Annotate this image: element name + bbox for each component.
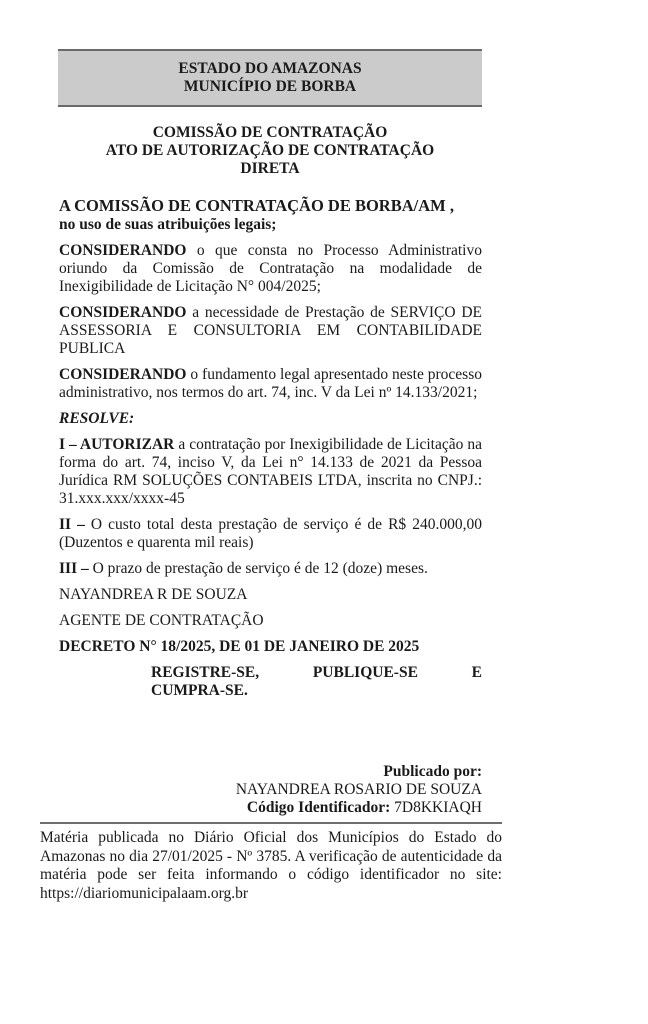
item-3 [59, 560, 482, 578]
item-text: O prazo de prestação de serviço é de 12 (doze) meses. [92, 560, 428, 577]
intro-line-1: A COMISSÃO DE CONTRATAÇÃO DE BORBA/AM , [59, 196, 454, 215]
identifier-code-label: Código Identificador: [246, 799, 391, 816]
item-2 [59, 516, 482, 552]
item-prefix: II – [59, 516, 91, 533]
publisher-name: NAYANDREA ROSARIO DE SOUZA [235, 781, 482, 798]
signer-role: AGENTE DE CONTRATAÇÃO [59, 612, 264, 629]
signer-name: NAYANDREA R DE SOUZA [59, 586, 248, 603]
title-line-3: DIRETA [240, 160, 300, 177]
considerando-text: o fundamento legal apresentado neste processo administrativo, nos termos do art. 74, inc. V da Lei nº 14.133/2021; [59, 366, 482, 401]
considerando-keyword: CONSIDERANDO [59, 366, 187, 383]
header-state: ESTADO DO AMAZONAS [178, 60, 362, 77]
title-line-2: ATO DE AUTORIZAÇÃO DE CONTRATAÇÃO [105, 142, 435, 159]
considerando-2 [59, 304, 482, 358]
document-header [58, 49, 482, 107]
footer-divider [40, 822, 502, 824]
considerando-text: o que consta no Processo Administrativo oriundo da Comissão de Contratação na modalidade de Inexigibilidade de Licitação N° 004/2025; [59, 242, 482, 295]
header-municipality: MUNICÍPIO DE BORBA [183, 78, 357, 95]
document-body [59, 197, 482, 700]
item-keyword: AUTORIZAR [79, 436, 175, 453]
closing-line-2: CUMPRA-SE. [151, 682, 248, 699]
document-title [58, 124, 482, 178]
closing-formula [151, 664, 482, 700]
considerando-keyword: CONSIDERANDO [59, 304, 187, 321]
identifier-code-value: 7D8KKIAQH [390, 799, 482, 816]
closing-line-1 [151, 664, 482, 682]
closing-publique: PUBLIQUE-SE [312, 664, 418, 681]
title-line-1: COMISSÃO DE CONTRATAÇÃO [152, 124, 388, 141]
published-by-label: Publicado por: [383, 763, 482, 780]
considerando-1 [59, 242, 482, 296]
decreto-reference: DECRETO N° 18/2025, DE 01 DE JANEIRO DE 2025 [59, 638, 420, 655]
identifier-code [180, 799, 482, 817]
considerando-text: a necessidade de Prestação de SERVIÇO DE ASSESSORIA E CONSULTORIA EM CONTABILIDADE PUBLICA [59, 304, 482, 357]
intro-paragraph [59, 197, 482, 234]
item-prefix: I – [59, 436, 80, 453]
intro-line-2: no uso de suas atribuições legais; [59, 216, 277, 233]
item-text: O custo total desta prestação de serviço é de R$ 240.000,00 (Duzentos e quarenta mil reais) [59, 516, 482, 551]
considerando-3 [59, 366, 482, 402]
publication-info [180, 763, 482, 817]
resolve-label: RESOLVE: [59, 410, 135, 427]
item-prefix: III – [59, 560, 93, 577]
closing-e: E [471, 664, 483, 681]
item-text: a contratação por Inexigibilidade de Licitação na forma do art. 74, inciso V, da Lei n° 14.133 de 2021 da Pessoa Jurídica RM SOLUÇÕES CONTABEIS LTDA, inscrita no CNPJ.: 31.xxx.xxx/xxxx-45 [59, 436, 482, 507]
item-1 [59, 436, 482, 508]
footer-notice: Matéria publicada no Diário Oficial dos Municípios do Estado do Amazonas no dia 27/01/2025 - Nº 3785. A verificação de autenticidade da matéria pode ser feita informando o código identificador no site: https://diariomunicipalaam.org.br [40, 829, 502, 902]
considerando-keyword: CONSIDERANDO [59, 242, 187, 259]
closing-registre: REGISTRE-SE, [151, 664, 260, 681]
